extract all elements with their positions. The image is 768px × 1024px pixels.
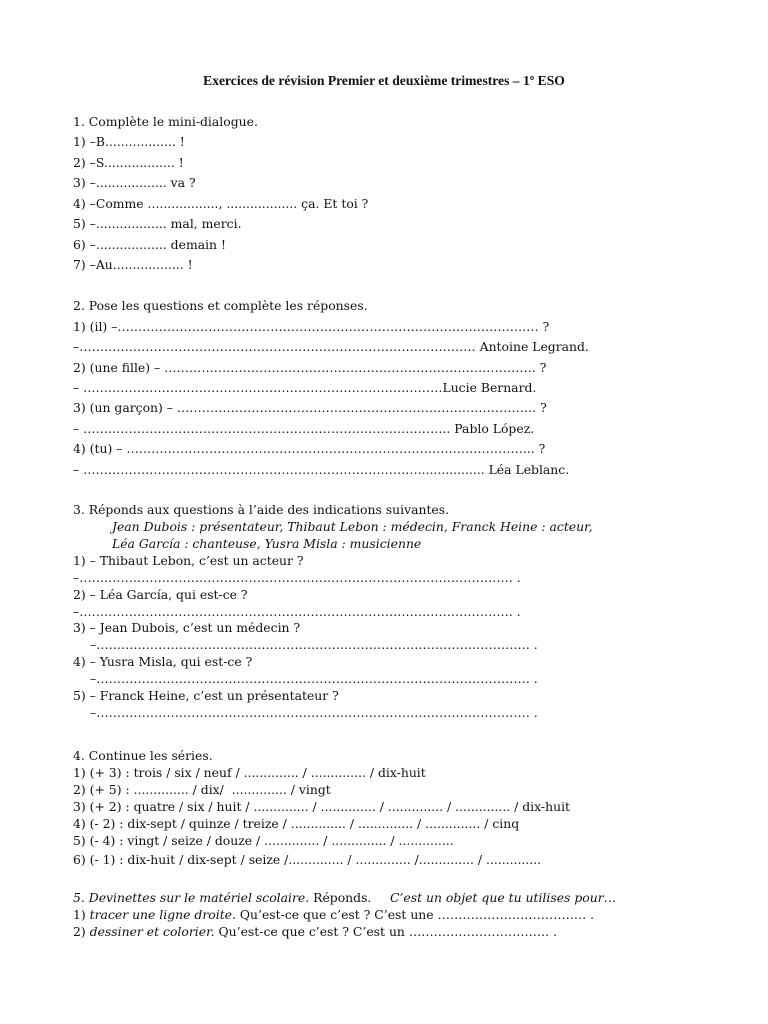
ex1-line-4: 4) –Comme .................., .................. ça. Et toi ? xyxy=(73,196,369,211)
ex5-line-2-question: Qu’est-ce que c’est ? C’est un ……………………………. . xyxy=(214,924,557,939)
ex1-line-6: 6) –.................. demain ! xyxy=(73,237,226,252)
ex2-heading: 2. Pose les questions et complète les réponses. xyxy=(73,298,368,313)
ex3-answer-3: –…………………………………………………………………………………………… . xyxy=(90,637,538,652)
ex5-line-2-clue: dessiner et colorier. xyxy=(89,924,215,939)
ex5-line-1-number: 1) xyxy=(73,907,90,922)
ex3-answer-4: –…………………………………………………………………………………………… . xyxy=(90,671,538,686)
ex2-line-3: 2) (une fille) – ……………………………………………………………………………… ? xyxy=(73,360,547,375)
ex3-question-3: 3) – Jean Dubois, c’est un médecin ? xyxy=(73,620,301,635)
ex5-heading-instruction: Réponds. xyxy=(309,890,372,905)
ex1-line-5: 5) –.................. mal, merci. xyxy=(73,216,242,231)
ex5-line-2 xyxy=(73,924,557,940)
ex5-line-2-number: 2) xyxy=(73,924,90,939)
ex1-line-7: 7) –Au.................. ! xyxy=(73,257,193,272)
page-title: Exercices de révision Premier et deuxième trimestres – 1º ESO xyxy=(203,73,565,88)
ex4-line-1: 1) (+ 3) : trois / six / neuf / .............. / .............. / dix-huit xyxy=(73,765,426,780)
ex4-line-3: 3) (+ 2) : quatre / six / huit / .............. / .............. / .............. / .............. / dix-huit xyxy=(73,799,571,814)
ex4-line-5: 5) (- 4) : vingt / seize / douze / .............. / .............. / .............. xyxy=(73,833,454,848)
ex5-heading xyxy=(73,890,371,906)
ex1-line-3: 3) –.................. va ? xyxy=(73,175,196,190)
ex1-line-1: 1) –B.................. ! xyxy=(73,134,185,149)
ex3-hint-line-2: Léa García : chanteuse, Yusra Misla : musicienne xyxy=(112,536,422,551)
ex2-line-2: –…………………………………………………………………………………… Antoine Legrand. xyxy=(73,339,589,354)
ex4-line-6: 6) (- 1) : dix-huit / dix-sept / seize /.............. / .............. /.............. / .............. xyxy=(73,852,542,867)
ex2-line-1: 1) (il) –………………………………………………………………………………………… ? xyxy=(73,319,550,334)
ex5-heading-prompt: C’est un objet que tu utilises pour… xyxy=(390,890,617,905)
ex5-line-1-clue: tracer une ligne droite. xyxy=(89,907,236,922)
ex3-question-5: 5) – Franck Heine, c’est un présentateur ? xyxy=(73,688,339,703)
ex2-line-8: – ………………………………………………………………………................. Léa Leblanc. xyxy=(73,462,570,477)
ex3-hint-line-1: Jean Dubois : présentateur, Thibaut Lebon : médecin, Franck Heine : acteur, xyxy=(112,519,593,534)
ex4-line-2: 2) (+ 5) : .............. / dix/ .............. / vingt xyxy=(73,782,331,797)
ex2-line-4: – ……………………………………………………………………………Lucie Bernard. xyxy=(73,380,537,395)
ex3-question-2: 2) – Léa García, qui est-ce ? xyxy=(73,587,248,602)
ex3-heading: 3. Réponds aux questions à l’aide des indications suivantes. xyxy=(73,502,450,517)
ex4-heading: 4. Continue les séries. xyxy=(73,748,213,763)
ex5-heading-italic: 5. Devinettes sur le matériel scolaire. xyxy=(73,890,310,905)
ex5-line-1 xyxy=(73,907,594,923)
ex3-answer-1: –…………………………………………………………………………………………… . xyxy=(73,570,521,585)
ex1-line-2: 2) –S.................. ! xyxy=(73,155,184,170)
ex2-line-5: 3) (un garçon) – …………………………………………………………………………… ? xyxy=(73,400,547,415)
ex3-answer-5: –…………………………………………………………………………………………… . xyxy=(90,705,538,720)
ex2-line-6: – …………………………………………………………………………….. Pablo López. xyxy=(73,421,535,436)
ex4-line-4: 4) (- 2) : dix-sept / quinze / treize / .............. / .............. / .............. / cinq xyxy=(73,816,520,831)
ex5-line-1-question: Qu’est-ce que c’est ? C’est une ……………………………… . xyxy=(235,907,595,922)
ex3-question-1: 1) – Thibaut Lebon, c’est un acteur ? xyxy=(73,553,304,568)
ex3-answer-2: –…………………………………………………………………………………………… . xyxy=(73,604,521,619)
ex3-question-4: 4) – Yusra Misla, qui est-ce ? xyxy=(73,654,253,669)
ex1-heading: 1. Complète le mini-dialogue. xyxy=(73,114,258,129)
ex2-line-7: 4) (tu) – ……………………………………………………………………………………... ? xyxy=(73,441,546,456)
